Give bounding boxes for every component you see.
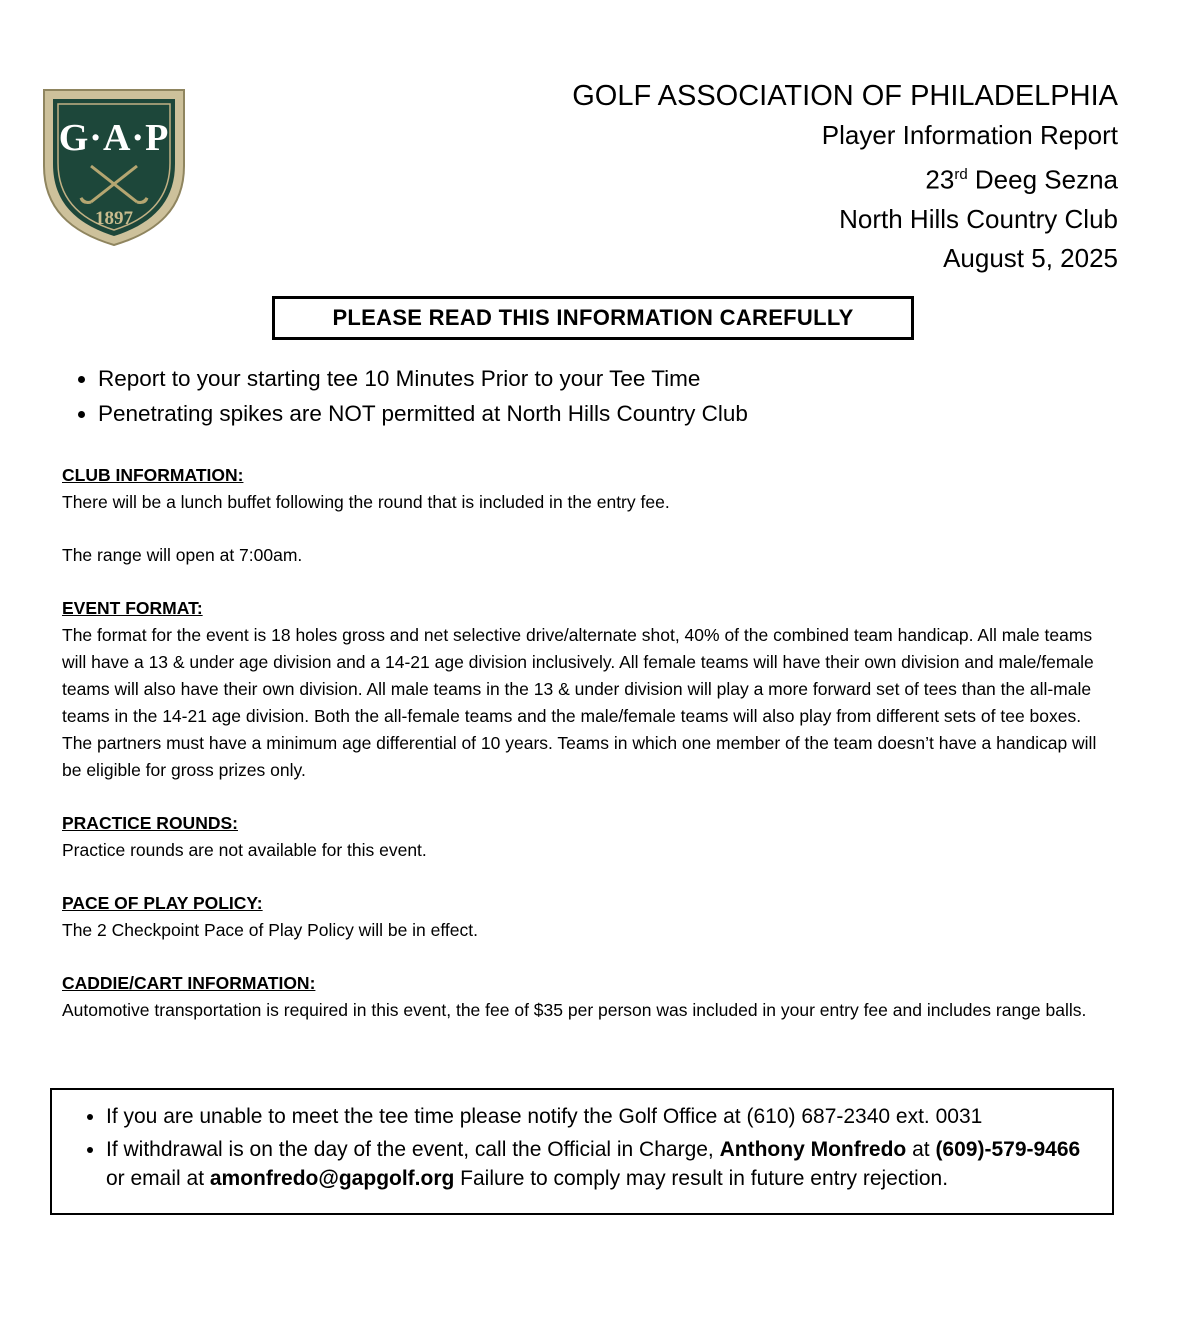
event-number: 23	[925, 164, 955, 195]
event-name: Deeg Sezna	[967, 164, 1118, 195]
read-carefully-banner	[272, 296, 914, 340]
notice-item	[106, 1135, 1092, 1193]
section-club-information	[62, 462, 1106, 569]
read-carefully-text: PLEASE READ THIS INFORMATION CAREFULLY	[332, 305, 854, 330]
official-in-charge-name: Anthony Monfredo	[719, 1138, 907, 1161]
notice-text: or email at	[106, 1167, 210, 1190]
instruction-item: • Report to your starting tee 10 Minutes Prior to your Tee Time	[98, 366, 1082, 392]
official-email: amonfredo@gapgolf.org	[209, 1167, 455, 1190]
notice-text: Failure to comply may result in future entry rejection.	[454, 1167, 949, 1190]
organization-name: GOLF ASSOCIATION OF PHILADELPHIA	[572, 80, 1118, 112]
section-caddie-cart	[62, 970, 1106, 1024]
withdrawal-notice-box	[50, 1088, 1114, 1215]
section-heading: CLUB INFORMATION:	[62, 465, 244, 485]
report-header	[572, 76, 1118, 278]
notice-item: • If you are unable to meet the tee time please notify the Golf Office at (610) 687-2340 ext. 0031	[106, 1102, 1092, 1131]
logo-year: 1897	[95, 208, 133, 229]
section-pace-of-play	[62, 890, 1106, 944]
section-paragraph: The 2 Checkpoint Pace of Play Policy will be in effect.	[62, 920, 479, 940]
section-event-format	[62, 595, 1106, 784]
section-paragraph: The range will open at 7:00am.	[62, 545, 303, 565]
section-paragraph: There will be a lunch buffet following the round that is included in the entry fee.	[62, 492, 670, 512]
section-paragraph: The format for the event is 18 holes gross and net selective drive/alternate shot, 40% of the combined team handicap. All male teams will have a 13 & under age division and a 14-21 age division inclusively. All female teams will have their own division and male/female teams will also have their own division. All male teams in the 13 & under division will play a more forward set of tees than the all-male teams in the 14-21 age division. Both the all-female teams and the male/female teams will also play from different sets of tee boxes. The partners must have a minimum age differential of 10 years. Teams in which one member of the team doesn’t have a handicap will be eligible for gross prizes only.	[62, 625, 1097, 780]
event-title	[572, 155, 1118, 200]
event-ordinal: rd	[954, 166, 968, 183]
section-heading: CADDIE/CART INFORMATION:	[62, 973, 316, 993]
section-heading: PACE OF PLAY POLICY:	[62, 893, 263, 913]
section-paragraph: Practice rounds are not available for this event.	[62, 840, 427, 860]
section-heading: EVENT FORMAT:	[62, 598, 203, 618]
notice-text: If withdrawal is on the day of the event, call the Official in Charge,	[106, 1138, 720, 1161]
report-title: Player Information Report	[821, 120, 1118, 150]
event-date: August 5, 2025	[943, 242, 1118, 273]
notice-text: at	[906, 1138, 936, 1161]
logo-letters: G·A·P	[58, 117, 170, 159]
official-phone-number: (609)-579-9466	[935, 1138, 1081, 1161]
venue-name: North Hills Country Club	[839, 203, 1118, 234]
instruction-item: • Penetrating spikes are NOT permitted at North Hills Country Club	[98, 401, 1082, 427]
gap-logo	[38, 84, 190, 248]
section-paragraph: Automotive transportation is required in this event, the fee of $35 per person was included in your entry fee and includes range balls.	[62, 1000, 1087, 1020]
report-body	[62, 462, 1106, 1024]
section-practice-rounds	[62, 810, 1106, 864]
section-heading: PRACTICE ROUNDS:	[62, 813, 238, 833]
key-instructions	[62, 366, 1082, 436]
